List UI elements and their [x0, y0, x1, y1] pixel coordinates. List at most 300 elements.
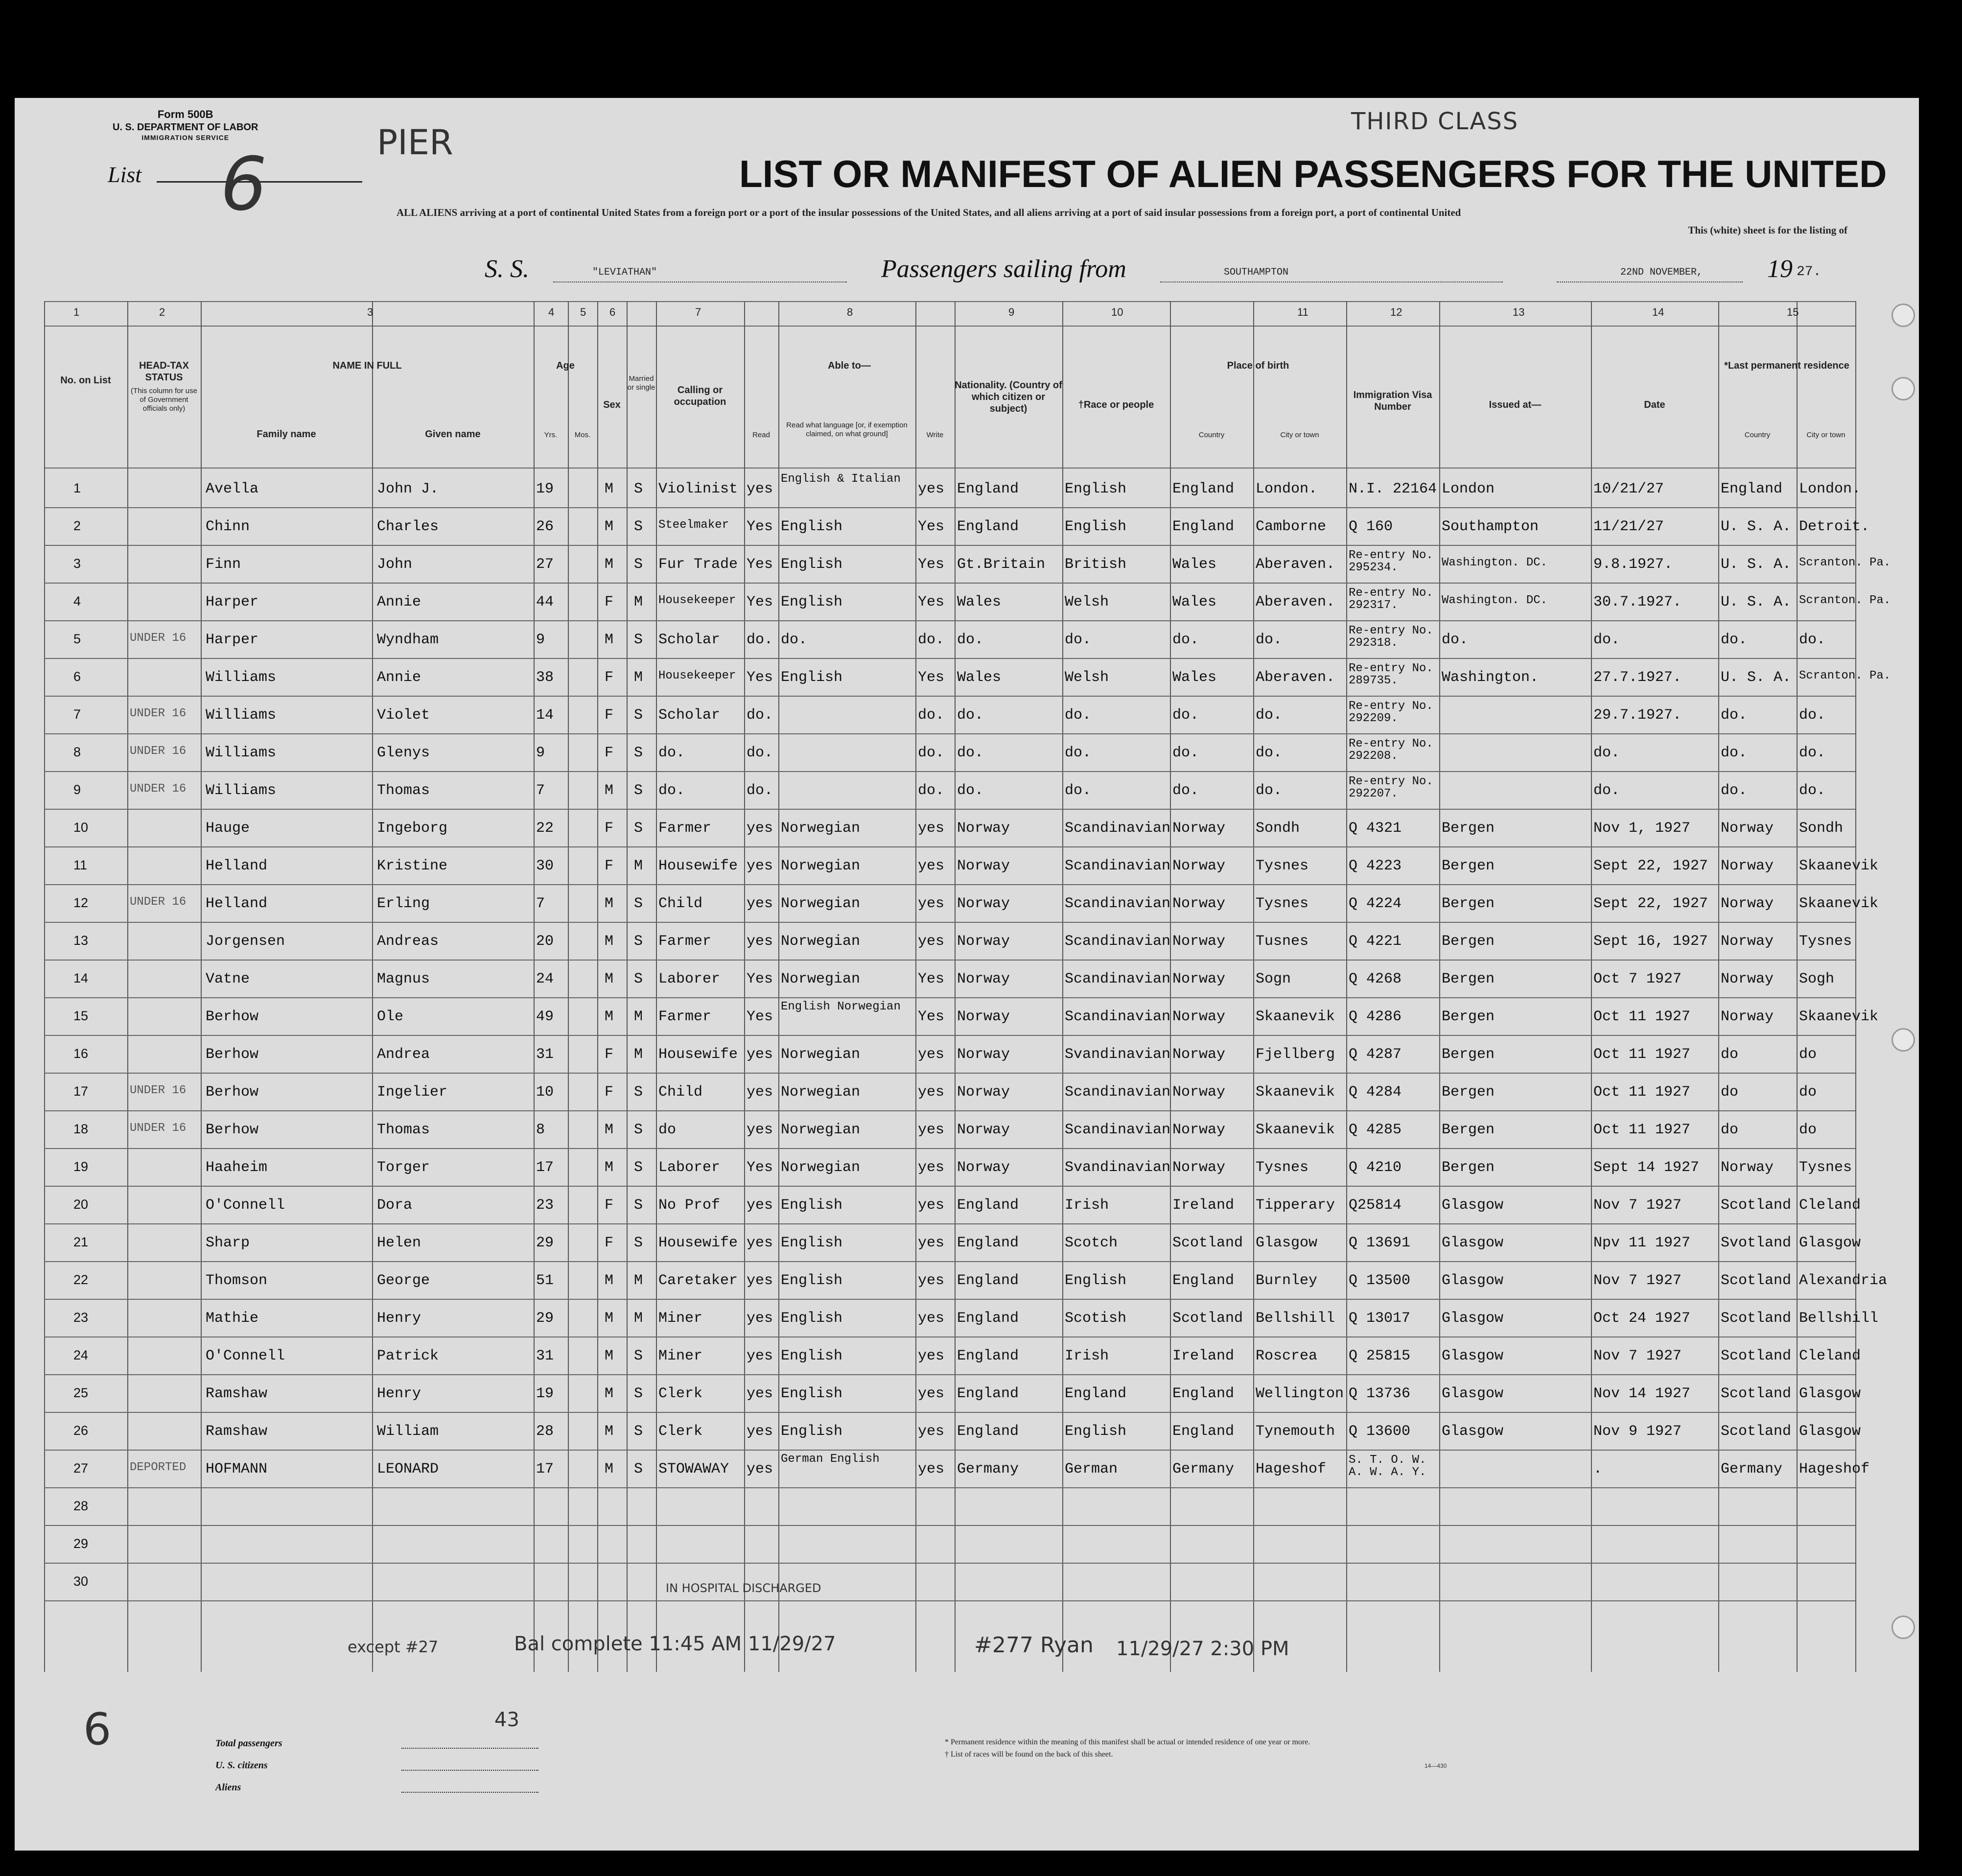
- cell-ms: S: [634, 707, 643, 724]
- cell-visa: Q 13500: [1349, 1272, 1411, 1289]
- table-row: [44, 922, 1855, 960]
- timestamp-note: 11/29/27 2:30 PM: [1116, 1638, 1289, 1660]
- cell-age: 30: [536, 858, 554, 874]
- cell-occ: Miner: [658, 1348, 703, 1364]
- cell-nat: do.: [957, 707, 984, 724]
- header-head-tax: HEAD-TAX STATUS: [139, 360, 189, 383]
- table-row: [44, 696, 1855, 734]
- cell-nat: England: [957, 1348, 1019, 1364]
- cell-ms: S: [634, 782, 643, 799]
- cell-rc: Norway: [1721, 858, 1774, 874]
- cell-race: Scotish: [1065, 1310, 1127, 1327]
- cell-no: 23: [73, 1310, 89, 1325]
- cell-nat: Norway: [957, 1084, 1010, 1101]
- cell-sex: F: [605, 745, 614, 761]
- table-row: [44, 508, 1870, 545]
- cell-date: do.: [1593, 745, 1620, 761]
- cell-no: 21: [73, 1235, 89, 1249]
- cell-read: do.: [747, 707, 773, 724]
- cell-visa: Re-entry No. 292209.: [1349, 700, 1433, 726]
- cell-lang: English: [781, 1348, 843, 1364]
- footnote-residence: * Permanent residence within the meaning of this manifest shall be actual or intended residence of one year or more.: [945, 1738, 1310, 1746]
- manifest-title: LIST OR MANIFEST OF ALIEN PASSENGERS FOR THE UNITED: [739, 152, 1887, 195]
- cell-no: 5: [73, 632, 81, 646]
- cell-sex: M: [605, 1008, 614, 1025]
- cell-rcity: do: [1799, 1046, 1817, 1063]
- cell-write: do.: [918, 782, 945, 799]
- cell-lang: Norwegian: [781, 933, 861, 950]
- cell-family: Helland: [206, 895, 268, 912]
- cell-issued: Washington. DC.: [1442, 556, 1548, 569]
- cell-given: John: [377, 556, 413, 573]
- aliens-line: [401, 1792, 538, 1793]
- cell-ms: M: [634, 1310, 643, 1327]
- cell-visa: Q 13017: [1349, 1310, 1411, 1327]
- cell-date: Npv 11 1927: [1593, 1235, 1691, 1251]
- table-row: [44, 734, 1855, 772]
- cell-issued: Washington.: [1442, 669, 1539, 686]
- cell-bc: Norway: [1172, 820, 1226, 837]
- cell-bcity: Skaanevik: [1256, 1084, 1335, 1101]
- cell-bc: Scotland: [1172, 1310, 1243, 1327]
- cell-rc: do.: [1721, 707, 1748, 724]
- cell-bcity: do.: [1256, 707, 1283, 724]
- cell-race: Irish: [1065, 1197, 1109, 1214]
- cell-nat: England: [957, 481, 1019, 497]
- cell-no: 7: [73, 707, 81, 722]
- cell-write: Yes: [918, 556, 945, 573]
- cell-sex: F: [605, 1084, 614, 1101]
- cell-bcity: Skaanevik: [1256, 1122, 1335, 1138]
- cell-family: Thomson: [206, 1272, 268, 1289]
- cell-write: do.: [918, 745, 945, 761]
- cell-rcity: Sogh: [1799, 971, 1835, 987]
- cell-rcity: Scranton. Pa.: [1799, 556, 1891, 569]
- cell-rc: Norway: [1721, 895, 1774, 912]
- cell-issued: do.: [1442, 632, 1469, 648]
- cell-issued: Bergen: [1442, 1122, 1495, 1138]
- cell-nat: Norway: [957, 895, 1010, 912]
- cell-date: Oct 11 1927: [1593, 1122, 1691, 1138]
- cell-visa: S. T. O. W. A. W. A. Y.: [1349, 1454, 1426, 1479]
- cell-age: 19: [536, 481, 554, 497]
- cell-given: Wyndham: [377, 632, 439, 648]
- cell-rc: Scotland: [1721, 1348, 1792, 1364]
- cell-visa: Q 4285: [1349, 1122, 1402, 1138]
- cell-bc: England: [1172, 1385, 1235, 1402]
- cell-date: Nov 9 1927: [1593, 1423, 1682, 1440]
- cell-lang: English: [781, 669, 843, 686]
- rule: [44, 468, 1855, 469]
- cell-given: Annie: [377, 669, 421, 686]
- cell-issued: Bergen: [1442, 1084, 1495, 1101]
- date-underline: [1557, 281, 1743, 282]
- cell-ms: S: [634, 1197, 643, 1214]
- cell-sex: M: [605, 481, 614, 497]
- form-code: 14—430: [1425, 1762, 1447, 1769]
- table-row: [44, 960, 1855, 998]
- cell-rcity: Glasgow: [1799, 1423, 1861, 1440]
- cell-occ: Clerk: [658, 1385, 703, 1402]
- cell-family: Helland: [206, 858, 268, 874]
- cell-nat: Norway: [957, 1046, 1010, 1063]
- cell-rcity: Cleland: [1799, 1197, 1861, 1214]
- cell-bc: Norway: [1172, 895, 1226, 912]
- cell-read: yes: [747, 858, 773, 874]
- column-number: 1: [73, 306, 80, 318]
- cell-sex: M: [605, 1272, 614, 1289]
- row-rule: [44, 1600, 1855, 1601]
- cell-nat: England: [957, 1310, 1019, 1327]
- cell-family: Williams: [206, 707, 277, 724]
- pier-note: PIER: [377, 122, 453, 163]
- cell-no: 17: [73, 1084, 89, 1099]
- cell-rc: Norway: [1721, 1008, 1774, 1025]
- cell-occ: Farmer: [658, 1008, 712, 1025]
- cell-age: 49: [536, 1008, 554, 1025]
- cell-rc: Norway: [1721, 1159, 1774, 1176]
- cell-bc: England: [1172, 1423, 1235, 1440]
- cell-given: Henry: [377, 1310, 421, 1327]
- cell-bc: Norway: [1172, 858, 1226, 874]
- cell-date: 10/21/27: [1593, 481, 1664, 497]
- table-row: [44, 583, 1891, 621]
- cell-bcity: Tynemouth: [1256, 1423, 1335, 1440]
- column-number: 6: [609, 306, 616, 318]
- cell-rcity: Skaanevik: [1799, 1008, 1879, 1025]
- cell-ht: UNDER 16: [130, 1122, 187, 1135]
- header-visa: Immigration Visa Number: [1353, 390, 1432, 412]
- cell-lang: Norwegian: [781, 1122, 861, 1138]
- header-given-name: Given name: [425, 429, 481, 440]
- cell-bc: do.: [1172, 782, 1199, 799]
- cell-bc: Ireland: [1172, 1197, 1235, 1214]
- cell-issued: Glasgow: [1442, 1235, 1504, 1251]
- table-row: [44, 809, 1855, 847]
- cell-bcity: Tysnes: [1256, 1159, 1309, 1176]
- cell-bc: Norway: [1172, 971, 1226, 987]
- cell-bc: do.: [1172, 632, 1199, 648]
- cell-sex: M: [605, 632, 614, 648]
- cell-age: 17: [536, 1159, 554, 1176]
- cell-sex: M: [605, 556, 614, 573]
- column-number: 10: [1111, 306, 1123, 318]
- cell-age: 24: [536, 971, 554, 987]
- cell-read: yes: [747, 1197, 773, 1214]
- cell-write: yes: [918, 1046, 945, 1063]
- cell-race: Welsh: [1065, 594, 1109, 610]
- cell-read: Yes: [747, 1159, 773, 1176]
- cell-write: do.: [918, 707, 945, 724]
- intro-line-1: ALL ALIENS arriving at a port of continental United States from a foreign port or a port of the insular possessions of the United States, and all aliens arriving at a port of said insular possessions from a foreign port, a port of continental United: [397, 207, 1461, 218]
- cell-occ: Laborer: [658, 1159, 721, 1176]
- cell-ms: S: [634, 1461, 643, 1477]
- cell-bcity: Sogn: [1256, 971, 1291, 987]
- cell-rcity: Bellshill: [1799, 1310, 1879, 1327]
- cell-given: Ole: [377, 1008, 404, 1025]
- cell-visa: Q 4287: [1349, 1046, 1402, 1063]
- cell-given: LEONARD: [377, 1461, 439, 1477]
- cell-occ: Housekeeper: [658, 669, 736, 682]
- cell-race: Scandinavian: [1065, 1122, 1171, 1138]
- cell-family: Berhow: [206, 1046, 259, 1063]
- cell-bcity: Roscrea: [1256, 1348, 1318, 1364]
- cell-lang: English: [781, 1197, 843, 1214]
- cell-read: Yes: [747, 594, 773, 610]
- corner-mark: 6: [83, 1704, 112, 1755]
- cell-family: Harper: [206, 594, 259, 610]
- table-row: [44, 658, 1891, 696]
- cell-no: 1: [73, 481, 81, 495]
- cell-date: 27.7.1927.: [1593, 669, 1682, 686]
- cell-lang: English: [781, 556, 843, 573]
- cell-ms: S: [634, 1159, 643, 1176]
- table-row: [44, 1111, 1855, 1149]
- cell-date: Oct 11 1927: [1593, 1084, 1691, 1101]
- header-date: Date: [1644, 399, 1665, 410]
- cell-rc: do.: [1721, 632, 1748, 648]
- cell-ms: S: [634, 895, 643, 912]
- cell-write: Yes: [918, 971, 945, 987]
- cell-family: Berhow: [206, 1122, 259, 1138]
- cell-occ: do.: [658, 745, 685, 761]
- cell-ht: UNDER 16: [130, 707, 187, 720]
- total-passengers-line: [401, 1748, 538, 1749]
- cell-rcity: do.: [1799, 632, 1826, 648]
- table-row: [44, 1375, 1861, 1412]
- table-row: [44, 1299, 1879, 1337]
- cell-occ: Scholar: [658, 632, 721, 648]
- cell-rc: do: [1721, 1046, 1739, 1063]
- cell-race: England: [1065, 1385, 1127, 1402]
- cell-bcity: do.: [1256, 632, 1283, 648]
- cell-race: do.: [1065, 782, 1092, 799]
- cell-rcity: do: [1799, 1122, 1817, 1138]
- cell-visa: Re-entry No. 289735.: [1349, 662, 1433, 688]
- table-row: [44, 1450, 1870, 1488]
- cell-issued: Bergen: [1442, 1046, 1495, 1063]
- us-citizens-label: U. S. citizens: [215, 1760, 268, 1771]
- cell-visa: Q 13736: [1349, 1385, 1411, 1402]
- cell-no: 20: [73, 1197, 89, 1212]
- cell-no: 3: [73, 556, 81, 571]
- cell-rc: Scotland: [1721, 1197, 1792, 1214]
- cell-no: 27: [73, 1461, 89, 1476]
- cell-no: 2: [73, 518, 81, 533]
- cell-lang: English: [781, 594, 843, 610]
- cell-nat: Norway: [957, 1122, 1010, 1138]
- cell-visa: Q 4224: [1349, 895, 1402, 912]
- cell-family: Berhow: [206, 1008, 259, 1025]
- table-row: [44, 1337, 1861, 1375]
- cell-ms: S: [634, 745, 643, 761]
- cell-rc: U. S. A.: [1721, 556, 1792, 573]
- cell-sex: F: [605, 669, 614, 686]
- year-suffix: 27.: [1797, 264, 1822, 280]
- cell-date: .: [1593, 1461, 1603, 1477]
- cell-read: yes: [747, 1122, 773, 1138]
- cell-rcity: do.: [1799, 745, 1826, 761]
- cell-read: Yes: [747, 971, 773, 987]
- header-family-name: Family name: [257, 429, 316, 440]
- header-res-city: City or town: [1806, 431, 1845, 439]
- cell-bcity: Tysnes: [1256, 858, 1309, 874]
- cell-date: Sept 16, 1927: [1593, 933, 1708, 950]
- cell-given: Henry: [377, 1385, 421, 1402]
- cell-visa: Re-entry No. 295234.: [1349, 549, 1433, 575]
- cell-issued: Bergen: [1442, 820, 1495, 837]
- column-number: 5: [580, 306, 586, 318]
- cell-lang: Norwegian: [781, 820, 861, 837]
- table-row: [44, 772, 1855, 809]
- cell-lang: English Norwegian: [781, 1000, 901, 1013]
- cell-given: Annie: [377, 594, 421, 610]
- cell-family: HOFMANN: [206, 1461, 268, 1477]
- list-number: 6: [220, 142, 267, 227]
- header-married: Married or single: [627, 375, 655, 392]
- cell-ms: S: [634, 1235, 643, 1251]
- cell-occ: Housewife: [658, 858, 738, 874]
- cell-no: 28: [73, 1499, 89, 1513]
- header-last-residence: *Last permanent residence: [1724, 360, 1849, 371]
- cell-no: 15: [73, 1008, 89, 1023]
- service: IMMIGRATION SERVICE: [141, 133, 230, 141]
- cell-sex: M: [605, 1385, 614, 1402]
- port-underline: [1160, 281, 1503, 282]
- cell-visa: Q 4210: [1349, 1159, 1402, 1176]
- cell-family: Hauge: [206, 820, 250, 837]
- cell-nat: England: [957, 1385, 1019, 1402]
- cell-visa: Q 4223: [1349, 858, 1402, 874]
- hospital-note: IN HOSPITAL DISCHARGED: [666, 1581, 821, 1595]
- form-identifier: [113, 108, 258, 142]
- cell-lang: Norwegian: [781, 858, 861, 874]
- cell-visa: Q 4268: [1349, 971, 1402, 987]
- cell-race: English: [1065, 1272, 1127, 1289]
- cell-occ: Steelmaker: [658, 518, 729, 532]
- punch-hole: [1892, 1616, 1915, 1639]
- cell-race: Scandinavian: [1065, 1008, 1171, 1025]
- cell-given: Andrea: [377, 1046, 430, 1063]
- cell-ms: S: [634, 1423, 643, 1440]
- cell-bc: Germany: [1172, 1461, 1235, 1477]
- cell-occ: Farmer: [658, 820, 712, 837]
- column-number: 2: [159, 306, 165, 318]
- cell-lang: English & Italian: [781, 472, 901, 486]
- cell-bcity: Glasgow: [1256, 1235, 1318, 1251]
- cell-no: 4: [73, 594, 81, 609]
- cell-age: 31: [536, 1348, 554, 1364]
- cell-occ: Clerk: [658, 1423, 703, 1440]
- cell-given: Glenys: [377, 745, 430, 761]
- cell-visa: Q 25815: [1349, 1348, 1411, 1364]
- cell-age: 9: [536, 632, 545, 648]
- cell-given: John J.: [377, 481, 439, 497]
- departure-port: SOUTHAMPTON: [1224, 267, 1289, 278]
- cell-nat: Norway: [957, 971, 1010, 987]
- cell-read: yes: [747, 1235, 773, 1251]
- header-birth-city: City or town: [1280, 431, 1319, 439]
- cell-no: 19: [73, 1159, 89, 1174]
- cell-lang: English: [781, 1385, 843, 1402]
- aliens-label: Aliens: [215, 1782, 241, 1793]
- cell-visa: Q 4321: [1349, 820, 1402, 837]
- cell-write: yes: [918, 1423, 945, 1440]
- cell-read: yes: [747, 1423, 773, 1440]
- header-race: †Race or people: [1078, 399, 1154, 410]
- cell-ms: M: [634, 1272, 643, 1289]
- cell-race: Irish: [1065, 1348, 1109, 1364]
- cell-lang: Norwegian: [781, 1084, 861, 1101]
- cell-date: Oct 11 1927: [1593, 1008, 1691, 1025]
- cell-bcity: Tipperary: [1256, 1197, 1335, 1214]
- cell-read: yes: [747, 1385, 773, 1402]
- cell-given: Helen: [377, 1235, 421, 1251]
- cell-lang: Norwegian: [781, 1046, 861, 1063]
- cell-family: Harper: [206, 632, 259, 648]
- cell-rcity: do: [1799, 1084, 1817, 1101]
- cell-age: 44: [536, 594, 554, 610]
- cell-age: 14: [536, 707, 554, 724]
- cell-rc: Germany: [1721, 1461, 1783, 1477]
- cell-ms: M: [634, 594, 643, 610]
- cell-date: Nov 7 1927: [1593, 1197, 1682, 1214]
- cell-bcity: Aberaven.: [1256, 556, 1335, 573]
- cell-occ: Housewife: [658, 1046, 738, 1063]
- cell-rcity: Skaanevik: [1799, 858, 1879, 874]
- cell-issued: Bergen: [1442, 858, 1495, 874]
- cell-race: Scandinavian: [1065, 933, 1171, 950]
- header-able-to: Able to—: [828, 360, 871, 371]
- cell-write: do.: [918, 632, 945, 648]
- cell-given: Ingeborg: [377, 820, 448, 837]
- cell-nat: Norway: [957, 1159, 1010, 1176]
- cell-family: O'Connell: [206, 1348, 285, 1364]
- cell-rcity: do.: [1799, 782, 1826, 799]
- cell-age: 10: [536, 1084, 554, 1101]
- page-count: 43: [494, 1709, 519, 1731]
- header-no-on-list: No. on List: [60, 375, 111, 386]
- cell-occ: do: [658, 1122, 677, 1138]
- cell-date: Sept 14 1927: [1593, 1159, 1700, 1176]
- cell-rcity: London.: [1799, 481, 1861, 497]
- cell-race: do.: [1065, 632, 1092, 648]
- cell-sex: M: [605, 1461, 614, 1477]
- cell-occ: STOWAWAY: [658, 1461, 729, 1477]
- cell-occ: No Prof: [658, 1197, 721, 1214]
- cell-sex: M: [605, 1348, 614, 1364]
- cell-given: Torger: [377, 1159, 430, 1176]
- cell-sex: F: [605, 707, 614, 724]
- cell-bc: Scotland: [1172, 1235, 1243, 1251]
- cell-rcity: Tysnes: [1799, 1159, 1852, 1176]
- cell-write: yes: [918, 1385, 945, 1402]
- cell-lang: English: [781, 518, 843, 535]
- cell-bc: Norway: [1172, 1046, 1226, 1063]
- cell-sex: F: [605, 1046, 614, 1063]
- cell-family: Ramshaw: [206, 1385, 268, 1402]
- cell-issued: Glasgow: [1442, 1348, 1504, 1364]
- cell-date: 30.7.1927.: [1593, 594, 1682, 610]
- table-row: [44, 545, 1891, 583]
- cell-sex: M: [605, 933, 614, 950]
- cell-rcity: Detroit.: [1799, 518, 1870, 535]
- cell-no: 10: [73, 820, 89, 835]
- cell-family: Williams: [206, 745, 277, 761]
- intro-line-2: This (white) sheet is for the listing of: [1688, 224, 1847, 236]
- cell-nat: Norway: [957, 858, 1010, 874]
- column-number: 3: [367, 306, 374, 318]
